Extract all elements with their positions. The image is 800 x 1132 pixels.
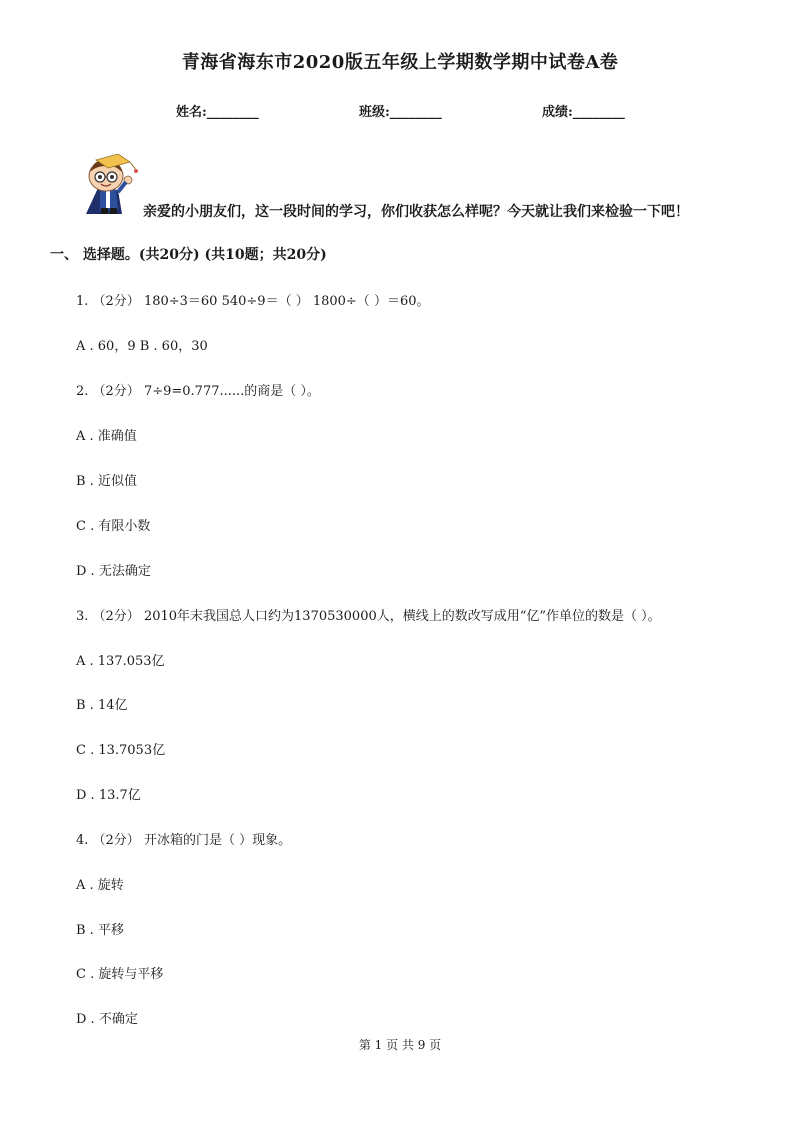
name-field: 姓名:________ — [176, 105, 259, 120]
question-2-option-a: A . 准确值 — [76, 429, 137, 444]
score-field: 成绩:________ — [542, 105, 625, 120]
question-3-option-a: A . 137.053亿 — [76, 654, 165, 669]
question-4-option-a: A . 旋转 — [76, 878, 124, 893]
section-heading: 一、 选择题。(共20分) (共10题；共20分) — [50, 247, 327, 263]
question-3-option-c: C . 13.7053亿 — [76, 743, 166, 758]
question-2-option-d: D . 无法确定 — [76, 564, 151, 579]
greeting-text: 亲爱的小朋友们，这一段时间的学习，你们收获怎么样呢？今天就让我们来检验一下吧！ — [143, 204, 689, 220]
question-4-option-d: D . 不确定 — [76, 1012, 138, 1027]
question-2-stem: 2. （2分） 7÷9=0.777......的商是（ ）。 — [76, 384, 320, 399]
question-4-stem: 4. （2分） 开冰箱的门是（ ）现象。 — [76, 833, 292, 848]
question-1-options: A . 60，9 B . 60，30 — [76, 339, 208, 354]
question-3-option-d: D . 13.7亿 — [76, 788, 141, 803]
question-3-option-b: B . 14亿 — [76, 698, 128, 713]
question-4-option-c: C . 旋转与平移 — [76, 967, 164, 982]
page-title: 青海省海东市2020版五年级上学期数学期中试卷A卷 — [181, 52, 619, 73]
question-4-option-b: B . 平移 — [76, 923, 124, 938]
question-2-option-c: C . 有限小数 — [76, 519, 151, 534]
page-footer: 第 1 页 共 9 页 — [358, 1038, 442, 1052]
question-3-stem: 3. （2分） 2010年末我国总人口约为1370530000人，横线上的数改写成用“亿”作单位的数是（ ）。 — [76, 609, 661, 624]
question-2-option-b: B . 近似值 — [76, 474, 137, 489]
question-1-stem: 1. （2分） 180÷3＝60 540÷9＝（ ） 1800÷（ ）＝60。 — [76, 294, 430, 309]
class-field: 班级:________ — [359, 105, 442, 120]
cartoon-doctor-mascot-icon — [78, 150, 150, 216]
